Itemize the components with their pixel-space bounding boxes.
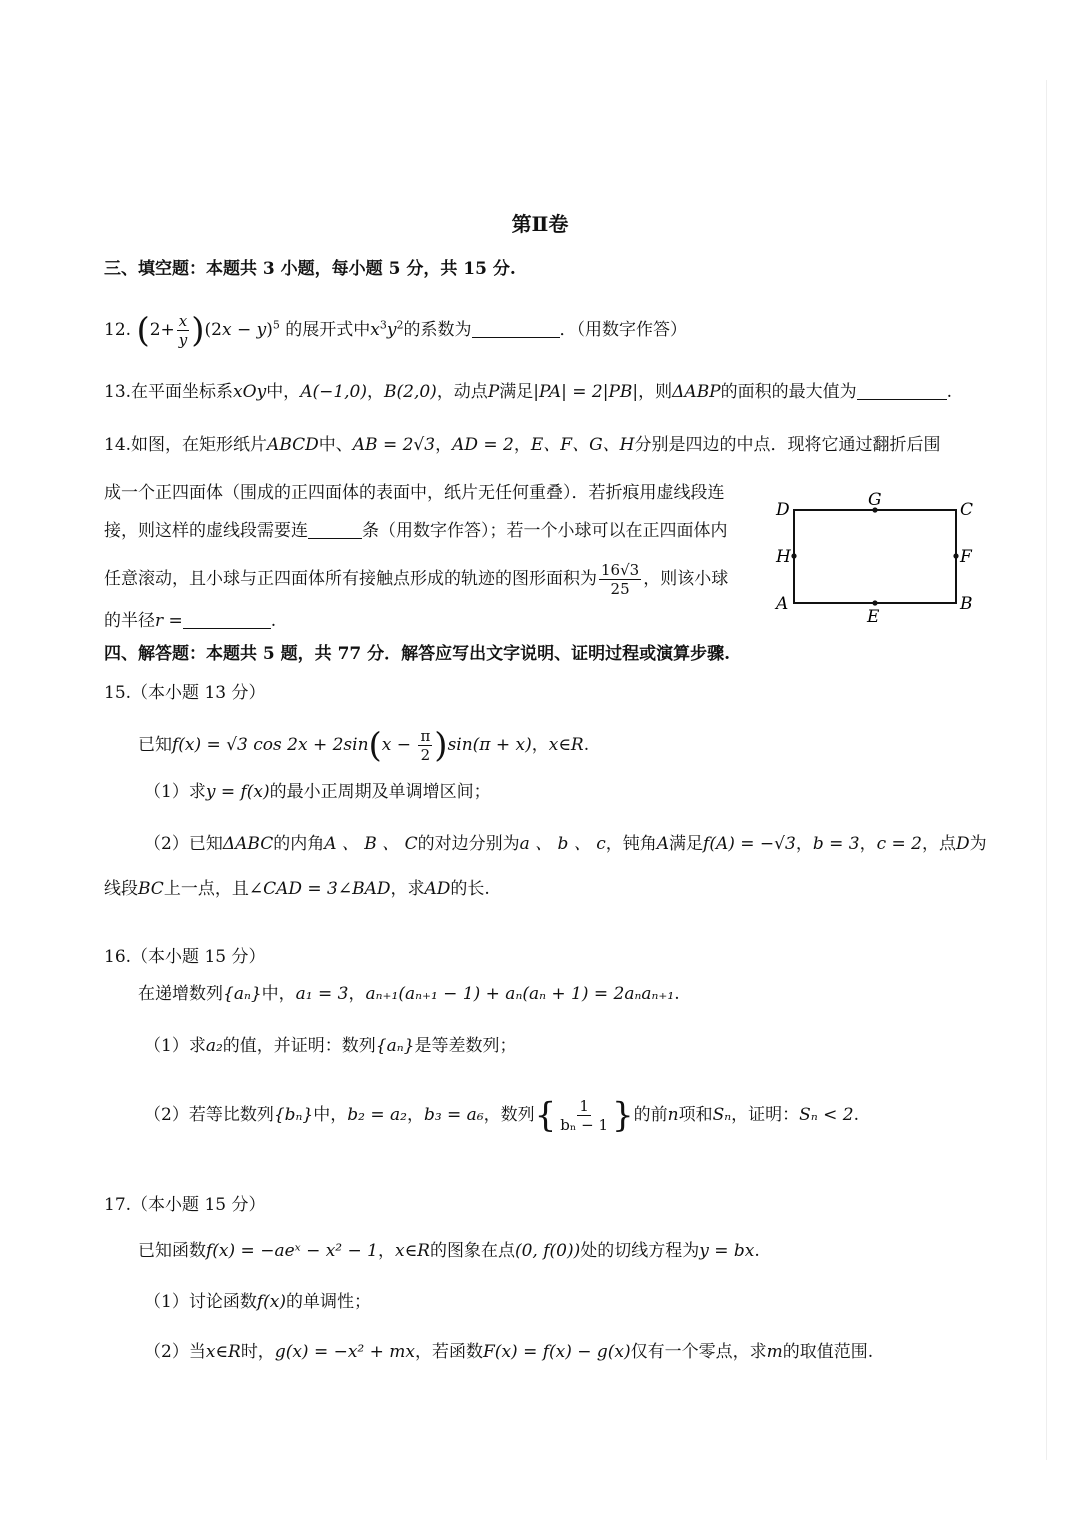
q12-text-c: ．（用数字作答）: [559, 320, 687, 340]
question-14-line-5: 的半径r = .: [104, 611, 277, 631]
question-15-part-2-line-2: 线段BC上一点，且∠CAD = 3∠BAD，求AD的长.: [104, 879, 490, 899]
label-h: H: [776, 547, 791, 567]
q12-text-b: 的系数为: [403, 320, 472, 340]
question-16-part-2: （2）若等比数列{bₙ}中，b₂ = a₂，b₃ = a₆，数列{ $\frac{1}{\text{bₙ − 1}}$ }的前n项和Sₙ，证明：Sₙ < 2.: [144, 1095, 859, 1136]
question-16-header: 16.（本小题 15 分）: [104, 947, 266, 967]
question-15-header: 15.（本小题 13 分）: [104, 683, 266, 703]
answer-blank[interactable]: [183, 610, 271, 629]
question-17-stem: 已知函数f(x) = −aeˣ − x² − 1，x∈R的图象在点(0, f(0))处的切线方程为y = bx.: [138, 1241, 760, 1261]
point-e: [872, 600, 877, 605]
rectangle-abcd: [794, 510, 956, 603]
question-15-part-2: （2）已知ΔABC的内角A 、 B 、 C的对边分别为a 、 b 、 c，钝角A满足f(A) = −√3，b = 3，c = 2，点D为: [144, 834, 987, 854]
fraction-pi-over-2: $\frac{\pi}{2}$: [420, 727, 431, 764]
fraction-16root3-over-25: $\frac{16√3}{25}$: [601, 561, 640, 598]
question-17-header: 17.（本小题 15 分）: [104, 1195, 266, 1215]
question-14-line-4: 任意滚动，且小球与正四面体所有接触点形成的轨迹的图形面积为 $\frac{16√3}{25}$ ，则该小球: [104, 561, 729, 598]
question-16-part-1: （1）求a₂的值，并证明：数列{aₙ}是等差数列；: [144, 1036, 517, 1056]
point-h: [791, 553, 796, 558]
question-number: 12.: [104, 320, 132, 340]
answer-blank[interactable]: [308, 520, 362, 539]
question-number: 15.: [104, 683, 132, 703]
section-3-heading: 三、填空题：本题共 3 小题，每小题 5 分，共 15 分.: [104, 259, 516, 279]
label-f: F: [960, 547, 972, 567]
label-d: D: [776, 500, 790, 520]
label-c: C: [960, 500, 974, 520]
point-f: [953, 553, 958, 558]
question-16-stem: 在递增数列{aₙ}中，a₁ = 3，aₙ₊₁(aₙ₊₁ − 1) + aₙ(aₙ + 1) = 2aₙaₙ₊₁.: [138, 984, 680, 1004]
question-14-line-2: 成一个正四面体（围成的正四面体的表面中，纸片无任何重叠）．若折痕用虚线段连: [104, 483, 725, 503]
section-4-heading: 四、解答题：本题共 5 题，共 77 分．解答应写出文字说明、证明过程或演算步骤.: [104, 644, 731, 664]
scan-edge-line: [1046, 80, 1047, 1460]
question-17-part-2: （2）当x∈R时，g(x) = −x² + mx，若函数F(x) = f(x) − g(x)仅有一个零点，求m的取值范围.: [144, 1342, 874, 1362]
question-number: 16.: [104, 947, 132, 967]
question-12: 12. (2+ $\frac{x}{y}$ )$(2x - y)^5$ 的展开式中$x^3y^2$的系数为 ．（用数字作答）: [104, 310, 687, 351]
label-g: G: [868, 490, 882, 510]
rectangle-diagram: [770, 485, 980, 625]
label-b: B: [960, 594, 973, 614]
label-e: E: [867, 607, 880, 625]
label-a: A: [776, 594, 789, 614]
question-17-part-1: （1）讨论函数f(x)的单调性；: [144, 1292, 371, 1312]
question-number: 13.: [104, 382, 132, 402]
page-title: 第Ⅱ卷: [511, 212, 569, 236]
question-15-part-1: （1）求y = f(x)的最小正周期及单调增区间；: [144, 782, 491, 802]
question-14-line-3: 接，则这样的虚线段需要连 条（用数字作答）；若一个小球可以在正四面体内: [104, 521, 728, 541]
question-14-line-1: 14.如图，在矩形纸片ABCD中、AB = 2√3，AD = 2，E、F、G、H分别是四边的中点．现将它通过翻折后围: [104, 435, 941, 455]
question-13: 13.在平面坐标系xOy中，A(−1,0)，B(2,0)，动点P满足|PA| = 2|PB|，则ΔABP的面积的最大值为 .: [104, 382, 953, 402]
fraction-x-over-y: $\frac{x}{y}$: [178, 312, 188, 349]
fraction-1-over-bn-minus-1: $\frac{1}{\text{bₙ − 1}}$: [560, 1097, 609, 1134]
answer-blank[interactable]: [857, 381, 947, 400]
answer-blank[interactable]: [472, 319, 560, 338]
question-number: 17.: [104, 1195, 132, 1215]
q12-text-a: 的展开式中: [285, 320, 371, 340]
question-15-stem: 已知f(x) = √3 cos 2x + 2sin(x − $\frac{\pi}{2}$ )sin(π + x)，x∈R.: [138, 725, 590, 766]
question-number: 14.: [104, 435, 132, 455]
